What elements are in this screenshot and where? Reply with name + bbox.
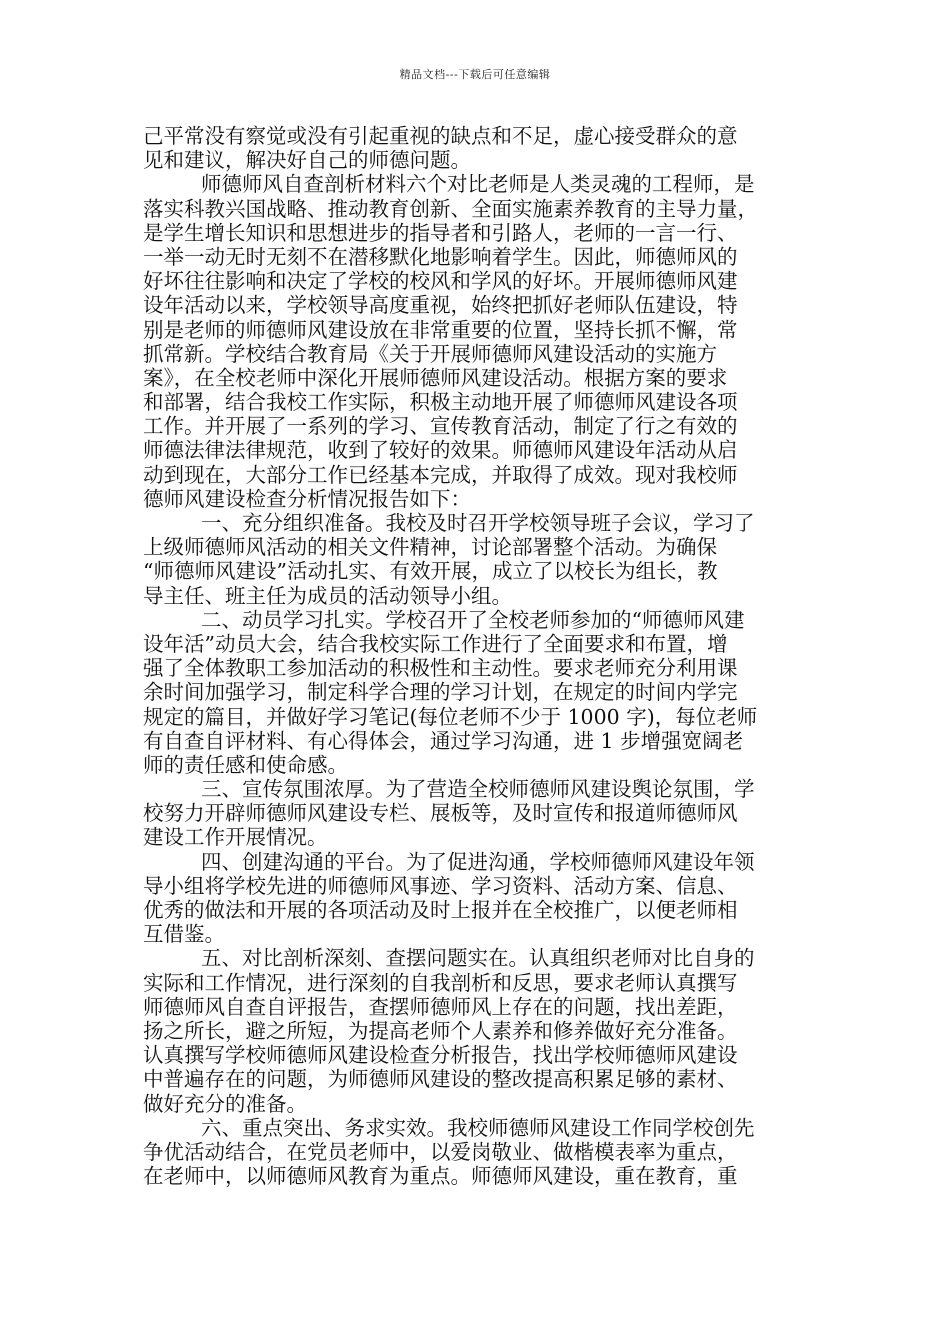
text-line: 建设工作开展情况。 (143, 825, 328, 850)
paragraph-first-line: 二、动员学习扎实。学校召开了全校老师参加的“师德师风建 (201, 607, 745, 632)
text-line: 落实科教兴国战略、推动教育创新、全面实施素养教育的主导力量， (143, 196, 758, 221)
text-line: 争优活动结合，在党员老师中，以爱岗敬业、做楷模表率为重点， (143, 1139, 738, 1164)
text-line: 上级师德师风活动的相关文件精神，讨论部署整个活动。为确保 (143, 535, 717, 560)
text-line: 一举一动无时无刻不在潜移默化地影响着学生。因此，师德师风的 (143, 244, 738, 269)
text-line: “师德师风建设”活动扎实、有效开展，成立了以校长为组长，教 (143, 559, 718, 584)
text-line: 导小组将学校先进的师德师风事迹、学习资料、活动方案、信息、 (143, 873, 738, 898)
text-line: 优秀的做法和开展的各项活动及时上报并在全校推广，以便老师相 (143, 898, 738, 922)
text-line: 见和建议，解决好自己的师德问题。 (143, 148, 471, 173)
text-line: 认真撰写学校师德师风建设检查分析报告，找出学校师德师风建设 (143, 1043, 738, 1068)
text-line: 师德法律法律规范，收到了较好的效果。师德师风建设年活动从启 (143, 438, 738, 463)
text-line: 案》，在全校老师中深化开展师德师风建设活动。根据方案的要求 (143, 365, 728, 390)
page-header: 精品文档---下载后可任意编辑 (399, 68, 551, 81)
text-line: 德师风建设检查分析情况报告如下： (143, 486, 471, 511)
text-line: 中普遍存在的问题，为师德师风建设的整改提高积累足够的素材、 (143, 1067, 738, 1092)
text-line: 己平常没有察觉或没有引起重视的缺点和不足，虚心接受群众的意 (143, 124, 738, 148)
text-line: 抓常新。学校结合教育局《关于开展师德师风建设活动的实施方 (143, 341, 717, 366)
text-line: 动到现在，大部分工作已经基本完成，并取得了成效。现对我校师 (143, 462, 738, 487)
text-line: 工作。并开展了一系列的学习、宣传教育活动，制定了行之有效的 (143, 414, 738, 439)
text-line: 是学生增长知识和思想进步的指导者和引路人，老师的一言一行、 (143, 220, 738, 245)
paragraph-first-line: 三、宣传氛围浓厚。为了营造全校师德师风建设舆论氛围，学 (201, 777, 755, 802)
text-line: 师德师风自查自评报告，查摆师德师风上存在的问题，找出差距， (143, 994, 738, 1019)
text-line: 好坏往往影响和决定了学校的校风和学风的好坏。开展师德师风建 (143, 269, 738, 294)
text-line: 做好充分的准备。 (143, 1091, 307, 1116)
text-line: 导主任、班主任为成员的活动领导小组。 (143, 583, 512, 608)
text-line: 互借鉴。 (143, 922, 225, 947)
paragraph-first-line: 五、对比剖析深刻、查摆问题实在。认真组织老师对比自身的 (201, 946, 755, 971)
paragraph-first-line: 师德师风自查剖析材料六个对比老师是人类灵魂的工程师，是 (201, 172, 755, 197)
text-line: 规定的篇目，并做好学习笔记(每位老师不少于 1000 字)，每位老师 (143, 704, 758, 729)
text-line: 有自查自评材料、有心得体会，通过学习沟通，进 1 步增强宽阔老 (143, 728, 744, 753)
paragraph-first-line: 一、充分组织准备。我校及时召开学校领导班子会议，学习了 (201, 511, 755, 535)
text-line: 强了全体教职工参加活动的积极性和主动性。要求老师充分利用课 (143, 656, 738, 681)
text-line: 余时间加强学习，制定科学合理的学习计划，在规定的时间内学完 (143, 680, 738, 705)
text-line: 设年活动以来，学校领导高度重视，始终把抓好老师队伍建设，特 (143, 293, 738, 318)
text-line: 设年活”动员大会，结合我校实际工作进行了全面要求和布置，增 (143, 631, 728, 656)
text-line: 别是老师的师德师风建设放在非常重要的位置，坚持长抓不懈，常 (143, 317, 738, 342)
paragraph-first-line: 四、创建沟通的平台。为了促进沟通，学校师德师风建设年领 (201, 849, 755, 874)
text-line: 和部署，结合我校工作实际，积极主动地开展了师德师风建设各项 (143, 390, 738, 415)
text-line: 校努力开辟师德师风建设专栏、展板等，及时宣传和报道师德师风 (143, 801, 738, 826)
text-line: 师的责任感和使命感。 (143, 752, 348, 777)
text-line: 在老师中，以师德师风教育为重点。师德师风建设，重在教育，重 (143, 1164, 738, 1189)
text-line: 扬之所长，避之所短，为提高老师个人素养和修养做好充分准备。 (143, 1018, 738, 1043)
text-line: 实际和工作情况，进行深刻的自我剖析和反思，要求老师认真撰写 (143, 970, 738, 995)
document-body (143, 124, 811, 1188)
paragraph-first-line: 六、重点突出、务求实效。我校师德师风建设工作同学校创先 (201, 1115, 755, 1140)
